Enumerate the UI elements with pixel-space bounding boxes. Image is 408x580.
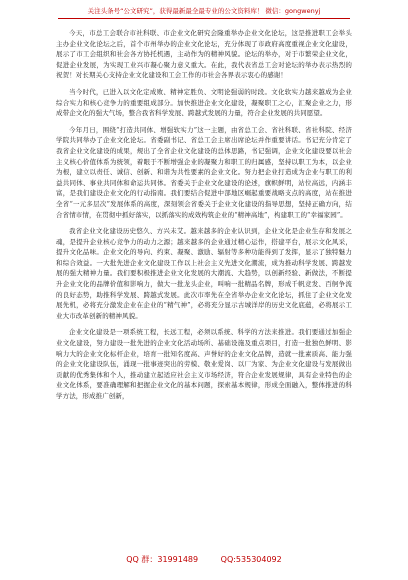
paragraph: 当今时代，已进入以文化定成败、精神定胜负、文明论强弱的时段。文化软实力越来越成为企业综合实力和核心竞争力的重要组成部分。加快推进企业文化建设，凝聚职工之心，汇聚企业之力，形成带企文化的强大气场，整合我省科学发展、跨越式发展的力量，符合企业发展的共同愿望。 xyxy=(56,87,352,118)
document-body xyxy=(56,28,352,548)
paragraph: 今天，市总工会联合市社科联、市企业文化研究会隆重举办企业文化论坛，这是推进职工会举头主办企业文化论坛之后，首个市州举办的企业文化论坛，充分体现了市政府高度重视企业文化建设，展示了市工会组织和社会各方协托机遇，主动作为的精神风貌。论坛的举办，对于市繁荣企业文化，促进企业发展，为实现工业兴市凝心聚力意义重大。在此，我代表省总工会对论坛的举办表示热烈的祝贺！对长期关心支持企业文化建设和工会工作的市社会各界表示衷心的感谢！ xyxy=(56,29,352,80)
footer-qq-number: QQ:535304092 xyxy=(220,555,282,564)
top-banner: 关注头条号“公文研究”，获得最新最全最专业的公文资料库！ 微信：gongwenyj xyxy=(58,5,350,19)
paragraph: 企业文化建设是一项系统工程，长远工程，必须以系统、科学的方法来推进。我们要通过加强企业文化建设，努力建设一批先进的企业文化活动场所、基础设施及重点项目，打造一批独色鲜明、影响力大的企业文化标杆企业，培育一批知名度高、声誉好的企业文化品牌，造就一批素质高、能力强的企业文化建设队伍，涌现一批事迹突出的劳模、敬业爱岗、以厂为家、为企业文化建设与发展做出贡献的优秀集体和个人，推动建立起适应社会主义市场经济，符合企业发展规律，具有企业特色的企业文化体系，要准确理解和把握企业文化的基本问题，探索基本规律，形成全面融入，整体推进的科学方法，形成推广创新， xyxy=(56,328,352,400)
paragraph: 我省企业文化建设历史悠久、方兴未艾。越来越多的企业认识到，企业文化是企业生存和发展之魂，是提升企业核心竞争力的动力之源；越来越多的企业通过精心运作，搭建平台，展示文化风采，提升文化品味。企业文化的导向、约束、凝聚、激励、辐射等多种功能得到了发挥，显示了独特魅力和综合效益。一大批先进企业文化建设工作以上社会主义先进文化潮流，成为推动科学发展、跨越发展的强大精神力量。我们要积极推进企业文化发展的大潮流、大趋势，以创新经验、新做法，不断提升企业文化的品牌价值和影响力，做大一批龙头企业，叫响一批精品名牌，形成千帆竞发、百舸争流的良好态势，助推科学发展、跨越式发展。此次市率先在全省举办企业文化论坛，抓住了企业文化发展先机，必将充分激发企业在企业的“精气神”，必将充分显示古城洋岸的历史文化底蕴，必将展示工业大市改革创新的精神风貌。 xyxy=(56,227,352,320)
paragraph: 今年月日，围绕“打造共同体、增强软实力”这一主题，由省总工会、省社科联、省社科院、经济学院共同举办了企业文化论坛。省委副书记、省总工会主席出席论坛并作重要讲话。书记充分肯定了我省企业文化建设的成果，规出了全省企业文化建设的总体思路，书记强调，企业文化建设要以社会主义核心价值体系为统领，着眼于不断增强企业的凝聚力和职工的归属感，坚持以职工为本，以企业为根，建立以责任、诚信、创新、和谐为共性要素的企业文化。努力把企业打造成为企业与职工的利益共同体、事业共同体和命运共同体。省委关于企业文化建设的论述，旗帜鲜明，站位高远，内涵丰富，是我们建设企业文化的行动指南。我们要结合促进中部地区崛起重要战略支点的高度，站在推进全省“一元多层次”发展体系的高度，深刻领会省委关于企业文化建设的指导思想，坚持正确方向，结合省情市情，在贯彻中抓好落实，以抓落实的成效构筑企业的“精神高地”，构建职工的“幸福家园”。 xyxy=(56,125,352,219)
page-footer xyxy=(0,553,408,567)
footer-qq-group: QQ 群：31991489 xyxy=(126,555,199,564)
